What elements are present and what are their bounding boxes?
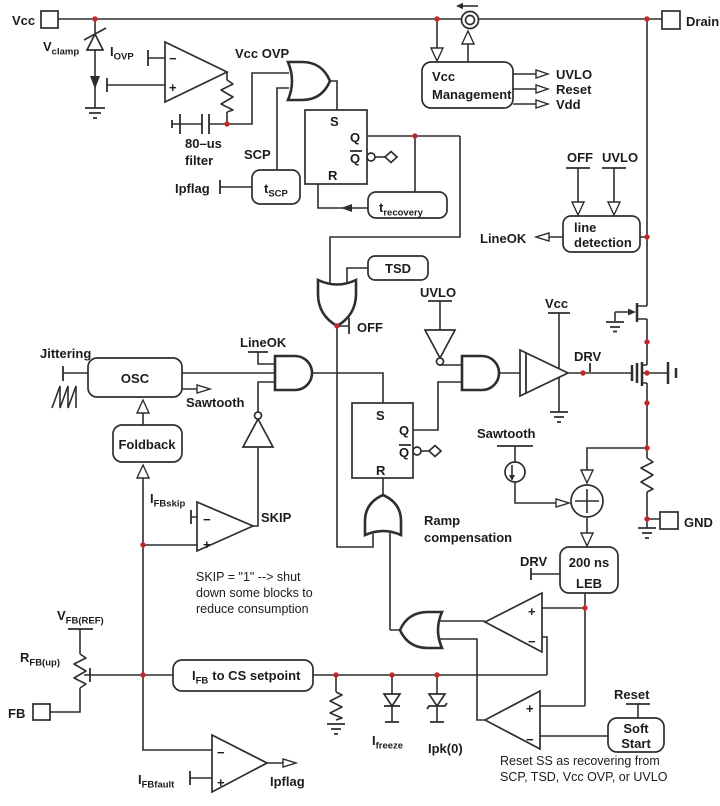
latch2-r: R [376, 463, 386, 478]
leb-drv-label: DRV [520, 554, 548, 569]
fbfault-plus: + [217, 775, 225, 790]
ramp-label-1: Ramp [424, 513, 461, 528]
uvlo-out-arrow [536, 70, 548, 78]
cascode-fet-arrow [628, 309, 636, 316]
skip-inverter-bubble [255, 412, 262, 419]
ss-minus: − [526, 732, 534, 747]
current-source-arrow [456, 3, 463, 9]
ipflag-out-arrow [283, 759, 296, 767]
uvlo-inv-label: UVLO [420, 285, 457, 300]
skip-note-1: SKIP = "1" --> shut [196, 570, 301, 584]
skip-note-2: down some blocks to [196, 586, 313, 600]
vclamp-label: $V_{clamp}$ [43, 39, 80, 58]
pwm-plus: + [528, 604, 536, 619]
leb-label-1: 200 ns [568, 555, 610, 570]
ipflag-out-label: Ipflag [270, 774, 305, 789]
osc-label: OSC [120, 371, 150, 386]
off-label: OFF [357, 320, 383, 335]
osc-sawtooth-label: Sawtooth [186, 395, 245, 410]
lineok-out-label: LineOK [480, 231, 527, 246]
vdd-out-label: Vdd [556, 97, 581, 112]
linedet-off-label: OFF [567, 150, 593, 165]
ifb-setpoint-label: $I_{FB}$ to CS setpoint [192, 668, 301, 687]
vdd-out-arrow [536, 100, 548, 108]
linedet-off-arrow [572, 202, 584, 215]
foldback-label: Foldback [118, 437, 176, 452]
skip-label: SKIP [261, 510, 292, 525]
sawtooth-current-source [505, 462, 525, 482]
iovp-label: $I_{OVP}$ [110, 44, 134, 63]
skip-plus: + [203, 537, 211, 552]
jitter-waveform [52, 386, 76, 408]
latch1-s: S [330, 114, 339, 129]
filter-label-1: 80–us [185, 136, 222, 151]
gnd-pin-label: GND [684, 515, 713, 530]
uvlo-inverter [425, 330, 455, 358]
current-down-arrow [90, 76, 100, 89]
softstart-label-1: Soft [623, 721, 649, 736]
fb-pin [33, 704, 50, 720]
trecovery-arrow [341, 204, 352, 212]
latch1-q: Q [350, 130, 361, 145]
ramp-label-2: compensation [424, 530, 513, 545]
ovp-filter-resistor [221, 80, 233, 112]
uvlo-inverter-bubble [437, 358, 444, 365]
fbfault-minus: − [217, 745, 225, 760]
gnd-pin [660, 512, 678, 529]
mgmt-in-arrow [431, 48, 443, 61]
sum-out-arrow [581, 533, 593, 546]
latch1-r: R [328, 168, 338, 183]
lineok-and-label: LineOK [240, 335, 287, 350]
vcc-mgmt-label-1: Vcc [432, 69, 456, 84]
driver-vcc-label: Vcc [545, 296, 569, 311]
ovp-minus: − [169, 51, 177, 66]
vcc-pin [41, 11, 58, 28]
ovp-plus: + [169, 80, 177, 95]
drv-label: DRV [574, 349, 602, 364]
ifbfault-label: $I_{FBfault}$ [138, 772, 175, 791]
rfbup-label: $R_{FB(up)}$ [20, 650, 60, 669]
reset-note-2: SCP, TSD, Vcc OVP, or UVLO [500, 770, 668, 784]
uvlo-out-label: UVLO [556, 67, 593, 82]
sense-resistor [641, 458, 653, 492]
linedet-label-1: line [574, 220, 597, 235]
drive-and-gate [462, 356, 499, 390]
latch2-s: S [376, 408, 385, 423]
latch2-q: Q [399, 423, 410, 438]
drain-pin [662, 11, 680, 29]
filter-label-2: filter [185, 153, 214, 168]
ifreeze-label: $I_{freeze}$ [372, 733, 404, 752]
reset-label: Reset [614, 687, 650, 702]
fault-latch-qbar-bubble [367, 153, 375, 161]
foldback-osc-arrow [137, 400, 149, 413]
ramp-sawtooth-label: Sawtooth [477, 426, 536, 441]
reset-note-1: Reset SS as recovering from [500, 754, 660, 768]
clock-and-gate [275, 356, 312, 390]
drain-pin-label: Drain [686, 14, 720, 29]
lineok-arrow [536, 233, 549, 241]
pwm-minus: − [528, 634, 536, 649]
leb-label-2: LEB [576, 576, 602, 591]
fault-latch-diamond [385, 152, 397, 163]
fb-pin-label: FB [8, 706, 26, 721]
vcc-ovp-label: Vcc OVP [235, 46, 290, 61]
ifbskip-label: $I_{FBskip}$ [150, 491, 186, 510]
jittering-label: Jittering [40, 346, 92, 361]
reset-out-label: Reset [556, 82, 592, 97]
fb-ground-resistor [330, 692, 342, 720]
vcc-pin-label: Vcc [12, 13, 36, 28]
reset-or-gate [365, 495, 401, 535]
foldback-in-arrow [137, 465, 149, 478]
ramp-in-arrow [556, 499, 569, 507]
diodes [384, 694, 447, 709]
driver-buffer [520, 350, 568, 396]
tsd-label: TSD [385, 261, 411, 276]
cs-or-gate [400, 612, 442, 648]
fb-pullup-resistor [74, 654, 86, 688]
reset-out-arrow [536, 85, 548, 93]
latch1-qbar: Q [350, 151, 361, 166]
vcc-mgmt-label-2: Management [432, 87, 512, 102]
pwm-latch-diamond [429, 446, 441, 457]
sum-in-arrow [581, 470, 593, 483]
ovp-or-gate [288, 62, 330, 100]
trecovery-label: $t_{recovery}$ [379, 200, 423, 219]
ifreeze-diode [384, 694, 400, 706]
vcc-rail [41, 3, 680, 29]
linedet-uvlo-arrow [608, 202, 620, 215]
ipk0-label: Ipk(0) [428, 741, 463, 756]
scp-label: SCP [244, 147, 271, 162]
pwm-latch-qbar-bubble [413, 447, 421, 455]
linedet-uvlo-label: UVLO [602, 150, 639, 165]
ipflag-in-label: Ipflag [175, 181, 210, 196]
tscp-label: $t_{SCP}$ [264, 181, 288, 200]
ipk0-zener [429, 694, 445, 706]
linedet-label-2: detection [574, 235, 632, 250]
softstart-label-2: Start [621, 736, 651, 751]
skip-minus: − [203, 512, 211, 527]
vfbref-label: $V_{FB(REF)}$ [57, 608, 104, 627]
ss-plus: + [526, 701, 534, 716]
latch2-qbar: Q [399, 445, 410, 460]
skip-inverter [243, 419, 273, 447]
off-or-gate [318, 280, 356, 326]
skip-note-3: reduce consumption [196, 602, 309, 616]
sawtooth-arrow [197, 385, 210, 393]
mgmt-up-arrow [462, 31, 474, 44]
